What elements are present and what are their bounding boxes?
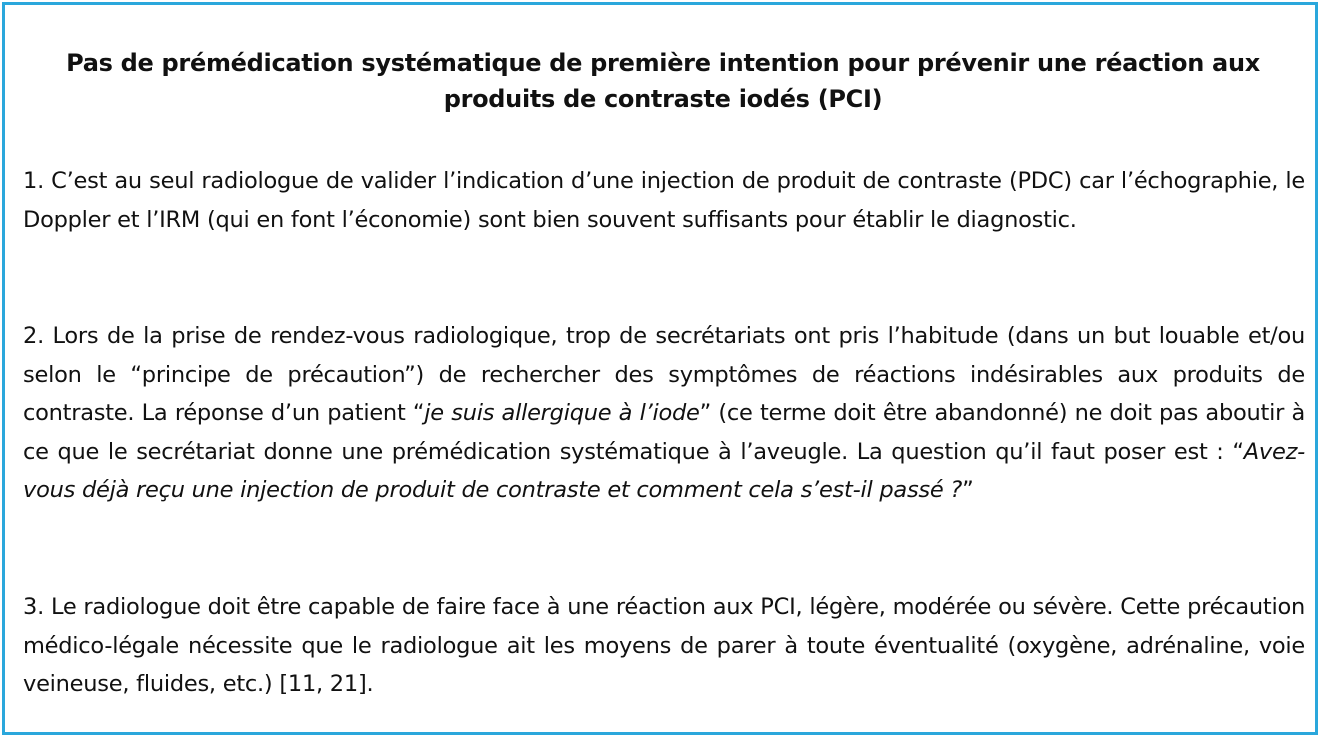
- point-2-text-c: ”: [962, 477, 974, 503]
- point-2: [23, 317, 1305, 510]
- point-2-text-a: 2. Lors de la prise de rendez-vous radiologique, trop de secrétariats ont pris l’habitude (dans un but louable et/ou selon le “principe de précaution”) de rechercher des symptômes de réactions indésirables aux produits de contraste. La réponse d’un patient “: [23, 323, 1305, 426]
- point-2-text-b: ” (ce terme doit être abandonné) ne doit pas aboutir à ce que le secrétariat donne une prémédication systématique à l’aveugle. La question qu’il faut poser est : “: [23, 400, 1305, 465]
- info-box: [2, 2, 1318, 735]
- point-3: [23, 588, 1305, 704]
- point-2-quote-question: Avez-vous déjà reçu une injection de produit de contraste et comment cela s’est-il passé ?: [23, 438, 1305, 503]
- point-1: [23, 162, 1305, 239]
- box-title: Pas de prémédication systématique de première intention pour prévenir une réaction aux produits de contraste iodés (PCI): [66, 49, 1260, 113]
- point-2-quote-allergy: je suis allergique à l’iode: [424, 400, 700, 426]
- point-1-text: 1. C’est au seul radiologue de valider l’indication d’une injection de produit de contraste (PDC) car l’échographie, le Doppler et l’IRM (qui en font l’économie) sont bien souvent suffisants pour établir le diagnostic.: [23, 168, 1305, 233]
- point-3-text: 3. Le radiologue doit être capable de faire face à une réaction aux PCI, légère, modérée ou sévère. Cette précaution médico-légale nécessite que le radiologue ait les moyens de parer à toute éventualité (oxygène, adrénaline, voie veineuse, fluides, etc.) [11, 21].: [23, 594, 1305, 697]
